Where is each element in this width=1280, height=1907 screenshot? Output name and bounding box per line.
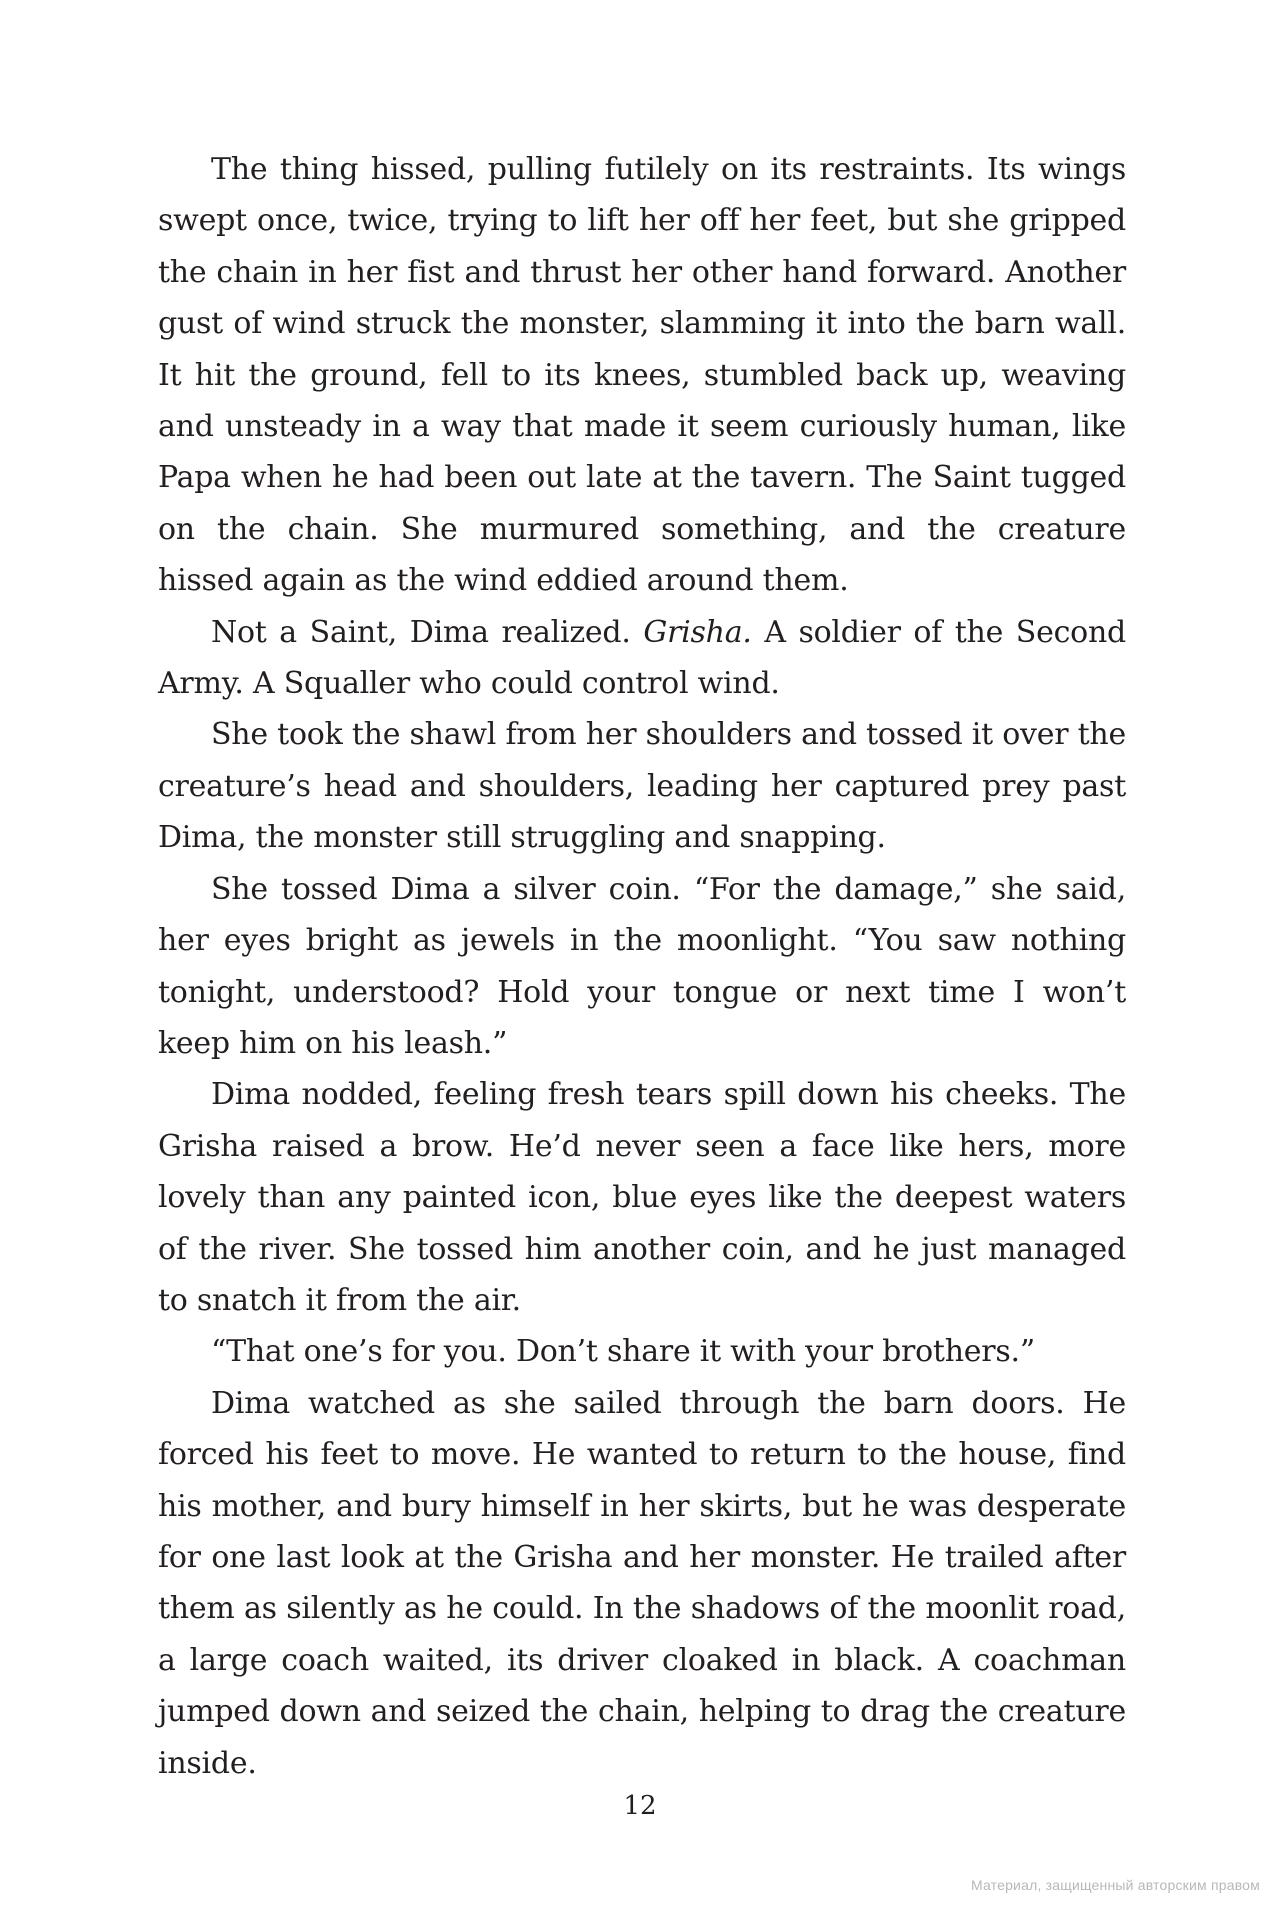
paragraph-4: She tossed Dima a silver coin. “For the damage,” she said, her eyes bright as jewels in the moonlight. “You saw nothing tonight, understood? Hold your tongue or next time I won’t keep him on his leash.” (158, 871, 1126, 1061)
paragraph-2-text-before: Not a Saint, Dima realized. (211, 614, 644, 650)
paragraph-1: The thing hissed, pulling futilely on its restraints. Its wings swept once, twice, trying to lift her off her feet, but she gripped the chain in her fist and thrust her other hand forward. Another gust of wind struck the monster, slamming it into the barn wall. It hit the ground, fell to its knees, stumbled back up, weaving and unsteady in a way that made it seem curiously human, like Papa when he had been out late at the tavern. The Saint tugged on the chain. She murmured something, and the creature hissed again as the wind eddied around them. (158, 152, 1126, 599)
paragraph-2-text-after: A soldier of the Second Army. A Squaller who could control wind. (158, 614, 1126, 702)
paragraph-7: Dima watched as she sailed through the barn doors. He forced his feet to move. He wanted to return to the house, find his mother, and bury himself in her skirts, but he was desperate for one last look at the Grisha and her monster. He trailed after them as silently as he could. In the shadows of the moonlit road, a large coach waited, its driver cloaked in black. A coachman jumped down and seized the chain, helping to drag the creature inside. (158, 1385, 1126, 1781)
paragraph-5: Dima nodded, feeling fresh tears spill down his cheeks. The Grisha raised a brow. He’d never seen a face like hers, more lovely than any painted icon, blue eyes like the deepest waters of the river. She tossed him another coin, and he just managed to snatch it from the air. (158, 1077, 1126, 1318)
page-body (158, 144, 1126, 1781)
paragraph-2 (158, 607, 1126, 710)
paragraph-6: “That one’s for you. Don’t share it with your brothers.” (211, 1334, 1035, 1370)
paragraph-2-italic-grisha: Grisha. (643, 614, 752, 650)
page-number: 12 (623, 1791, 657, 1821)
paragraph-3: She took the shawl from her shoulders and tossed it over the creature’s head and shoulders, leading her captured prey past Dima, the monster still struggling and snapping. (158, 717, 1126, 856)
copyright-watermark: Материал, защищенный авторским правом (970, 1877, 1260, 1893)
